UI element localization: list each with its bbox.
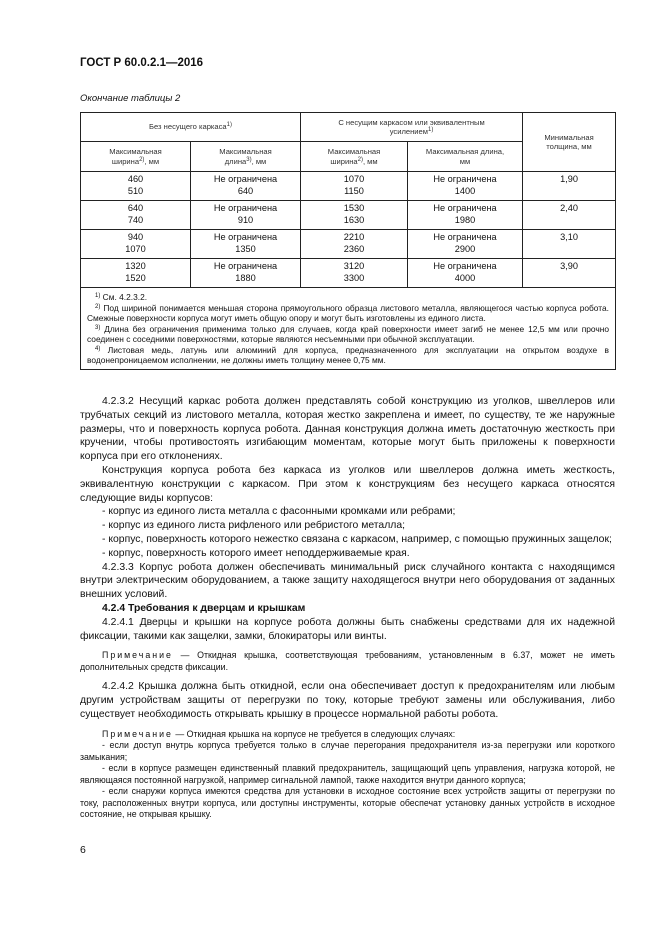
- cell-width-1: 940 1070: [81, 230, 191, 259]
- cell-length-2: Не ограничена 2900: [408, 230, 523, 259]
- paragraph-4-2-4-1: 4.2.4.1 Дверцы и крышки на корпусе робота должны быть снабжены средствами для их надежной фиксации, такими как защелки, замки, блокираторы или винты.: [80, 616, 615, 642]
- note-item: - если снаружи корпуса имеются средства для установки в исходное состояние всех устройств защиты от перегрузки по току, расположенных внутри корпуса, или доступны инструменты, которые обеспечат установку данных устройств в исходное состояние, не открывая крышку.: [80, 786, 615, 820]
- table-row: [81, 172, 616, 201]
- paragraph-4-2-3-3: 4.2.3.3 Корпус робота должен обеспечивать минимальный риск случайного контакта с находящимся внутри электрическим оборудованием, а также защиту находящегося внутри него оборудования от заданных внешних условий.: [80, 561, 615, 601]
- cell-width-2: 1070 1150: [301, 172, 408, 201]
- cell-width-1: 460 510: [81, 172, 191, 201]
- note: Примечание — Откидная крышка, соответствующая требованиям, установленным в 6.37, может не иметь дополнительных средств фиксации.: [80, 650, 615, 672]
- section-heading-4-2-4: 4.2.4 Требования к дверцам и крышкам: [102, 602, 306, 614]
- table-caption: Окончание таблицы 2: [80, 93, 181, 104]
- cell-width-1: 640 740: [81, 201, 191, 230]
- note: Примечание — Откидная крышка на корпусе не требуется в следующих случаях:: [102, 728, 456, 739]
- table-row: [81, 259, 616, 288]
- footnote: $^{4)}$ Листовая медь, латунь или алюминий для корпуса, предназначенного для эксплуатации на открытом воздухе в водонепроницаемом исполнении, не должны иметь толщину менее 0,75 мм.: [87, 344, 610, 365]
- list-item: - корпус, поверхность которого нежестко связана с каркасом, например, с помощью пружинных защелок;: [102, 533, 612, 545]
- list-item: - корпус из единого листа рифленого или ребристого металла;: [102, 520, 405, 532]
- header-without-frame: Без несущего каркаса$^{1)}$: [81, 113, 301, 142]
- cell-thickness: 1,90: [523, 172, 616, 201]
- table-row: [81, 201, 616, 230]
- paragraph-4-2-3-2: 4.2.3.2 Несущий каркас робота должен представлять собой конструкцию из уголков, швеллеров или трубчатых секций из листового металла, которая жестко закреплена и имеет, по существу, те же наружные размеры, что и поверхность корпуса робота. Данная конструкция должна иметь достаточную жесткость при кручении, чтобы противостоять изгибающим моментам, которые могут быть приложены к поверхности корпуса при его отклонениях.: [80, 396, 615, 463]
- footnote: $^{3)}$ Длина без ограничения применима только для случаев, когда край поверхности имеет загиб не менее 12,5 мм или прочно соединен с соседними поверхностями, которые являются несъемными при обычной эксплуатации.: [87, 323, 610, 344]
- header-max-length-1: Максимальная длина$^{3)}$, мм: [191, 142, 301, 172]
- header-max-width-2: Максимальная ширина$^{2)}$, мм: [301, 142, 408, 172]
- list-item: - корпус из единого листа металла с фасонными кромками или ребрами;: [102, 506, 456, 518]
- table-row: [81, 230, 616, 259]
- footnote: $^{1)}$ См. 4.2.3.2.: [95, 292, 148, 302]
- header-max-length-2: Максимальная длина, мм: [408, 142, 523, 172]
- document-title: ГОСТ Р 60.0.2.1—2016: [80, 57, 204, 69]
- paragraph: Конструкция корпуса робота без каркаса из уголков или швеллеров должна иметь жесткость, эквивалентную конструкции с каркасом. При этом к конструкциям без несущего каркаса относятся следующие виды корпусов:: [80, 464, 615, 504]
- cell-length-2: Не ограничена 1400: [408, 172, 523, 201]
- cell-length-2: Не ограничена 4000: [408, 259, 523, 288]
- cell-width-1: 1320 1520: [81, 259, 191, 288]
- cell-width-2: 2210 2360: [301, 230, 408, 259]
- cell-width-2: 3120 3300: [301, 259, 408, 288]
- table-2: [80, 112, 616, 370]
- page-number: 6: [80, 844, 86, 856]
- cell-thickness: 2,40: [523, 201, 616, 230]
- header-with-frame: С несущим каркасом или эквивалентным усилением$^{1)}$: [301, 113, 523, 142]
- note-item: - если в корпусе размещен единственный плавкий предохранитель, защищающий цепь управления, нагрузка которой, не являющаяся постоянной нагрузкой, например сигнальной лампой, также находится внутри данного корпуса;: [80, 763, 615, 785]
- cell-width-2: 1530 1630: [301, 201, 408, 230]
- footnote: $^{2)}$ Под шириной понимается меньшая сторона прямоугольного образца листового металла, являющегося частью корпуса робота. Смежные поверхности корпуса могут иметь общую опору и могут быть изготовлены из единого листа.: [87, 302, 610, 323]
- cell-length-1: Не ограничена 1880: [191, 259, 301, 288]
- cell-length-1: Не ограничена 1350: [191, 230, 301, 259]
- cell-thickness: 3,90: [523, 259, 616, 288]
- paragraph-4-2-4-2: 4.2.4.2 Крышка должна быть откидной, если она обеспечивает доступ к предохранителям или любым другим устройствам защиты от перегрузки по току, которые требуют замены или обслуживания, либо существует необходимость открывать крышку в процессе нормальной работы робота.: [80, 681, 615, 720]
- table-footnotes: [81, 288, 616, 370]
- note-item: - если доступ внутрь корпуса требуется только в случае перегорания предохранителя из-за перегрузки или короткого замыкания;: [80, 740, 615, 762]
- list-item: - корпус, поверхность которого имеет неподдерживаемые края.: [102, 547, 410, 559]
- cell-length-2: Не ограничена 1980: [408, 201, 523, 230]
- cell-thickness: 3,10: [523, 230, 616, 259]
- header-min-thickness: Минимальная толщина, мм: [523, 113, 616, 172]
- cell-length-1: Не ограничена 910: [191, 201, 301, 230]
- header-max-width-1: Максимальная ширина$^{2)}$, мм: [81, 142, 191, 172]
- body-text: [80, 395, 615, 821]
- cell-length-1: Не ограничена 640: [191, 172, 301, 201]
